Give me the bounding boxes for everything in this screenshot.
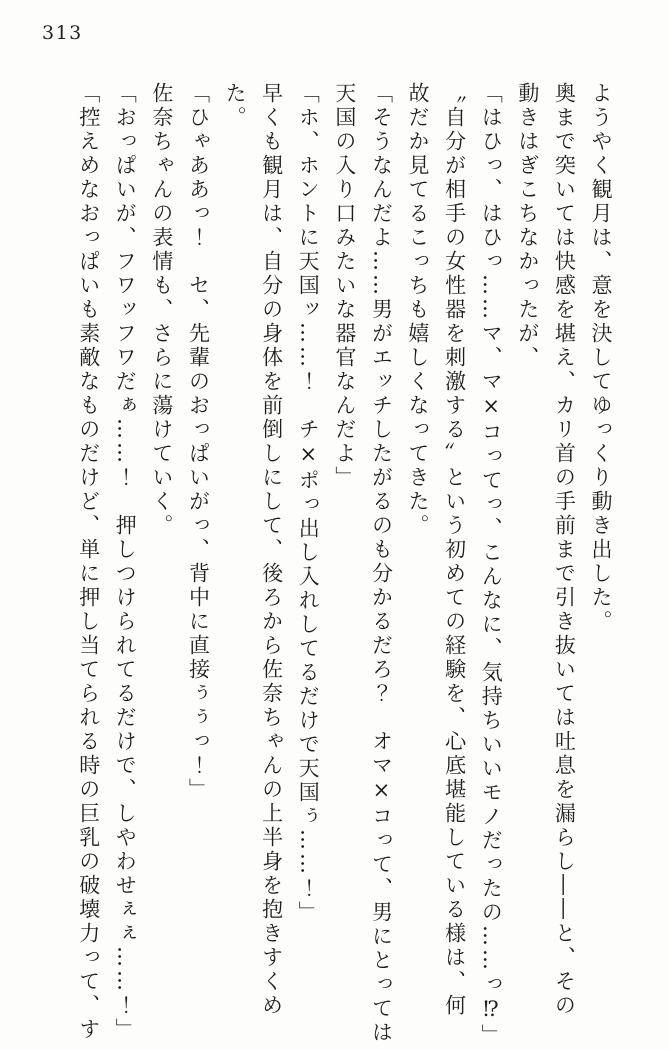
text-line: 〝自分が相手の女性器を刺激する〟という初めての経験を、心底堪能している様は、何 [442, 82, 467, 1018]
text-line: 早くも観月は、自分の身体を前倒しにして、後ろから佐奈ちゃんの上半身を抱きすくめ [259, 82, 284, 1018]
text-line: 「そうなんだよ……男がエッチしたがるのも分かるだろ？ オマ×コって、男にとっては [369, 82, 394, 1045]
page-number: 313 [42, 22, 83, 44]
text-line: 「はひっ、はひっ……マ、マ×コってっ、こんなに、気持ちいいモノだったの……っ⁉」 [479, 82, 504, 1048]
text-line: 「ひゃああっ！ セ、先輩のおっぱいがっ、背中に直接ぅぅっ！」 [186, 82, 211, 802]
text-line: 動きはぎこちなかったが、 [515, 82, 540, 370]
text-line: 故だか見てるこっちも嬉しくなってきた。 [406, 82, 431, 538]
text-line: た。 [223, 82, 248, 130]
text-line: 「控えめなおっぱいも素敵なものだけど、単に押し当てられる時の巨乳の破壊力って、す [76, 82, 101, 1042]
text-line: 「ホ、ホントに天国ッ……！ チ×ポっ出し入れしてるだけで天国ぅ……！」 [296, 82, 321, 925]
text-line: 佐奈ちゃんの表情も、さらに蕩けていく。 [149, 82, 174, 538]
text-line: 天国の入り口みたいな器官なんだよ」 [332, 82, 357, 490]
text-line: 「おっぱいが、フワッフワだぁ……！ 押しつけられてるだけで、しやわせぇぇ……！」 [113, 82, 138, 1042]
text-body [70, 82, 619, 1050]
text-line: 奥まで突いては快感を堪え、カリ首の手前まで引き抜いては吐息を漏らし――と、その [552, 82, 577, 1018]
text-line: ようやく観月は、意を決してゆっくり動き出した。 [589, 82, 613, 634]
